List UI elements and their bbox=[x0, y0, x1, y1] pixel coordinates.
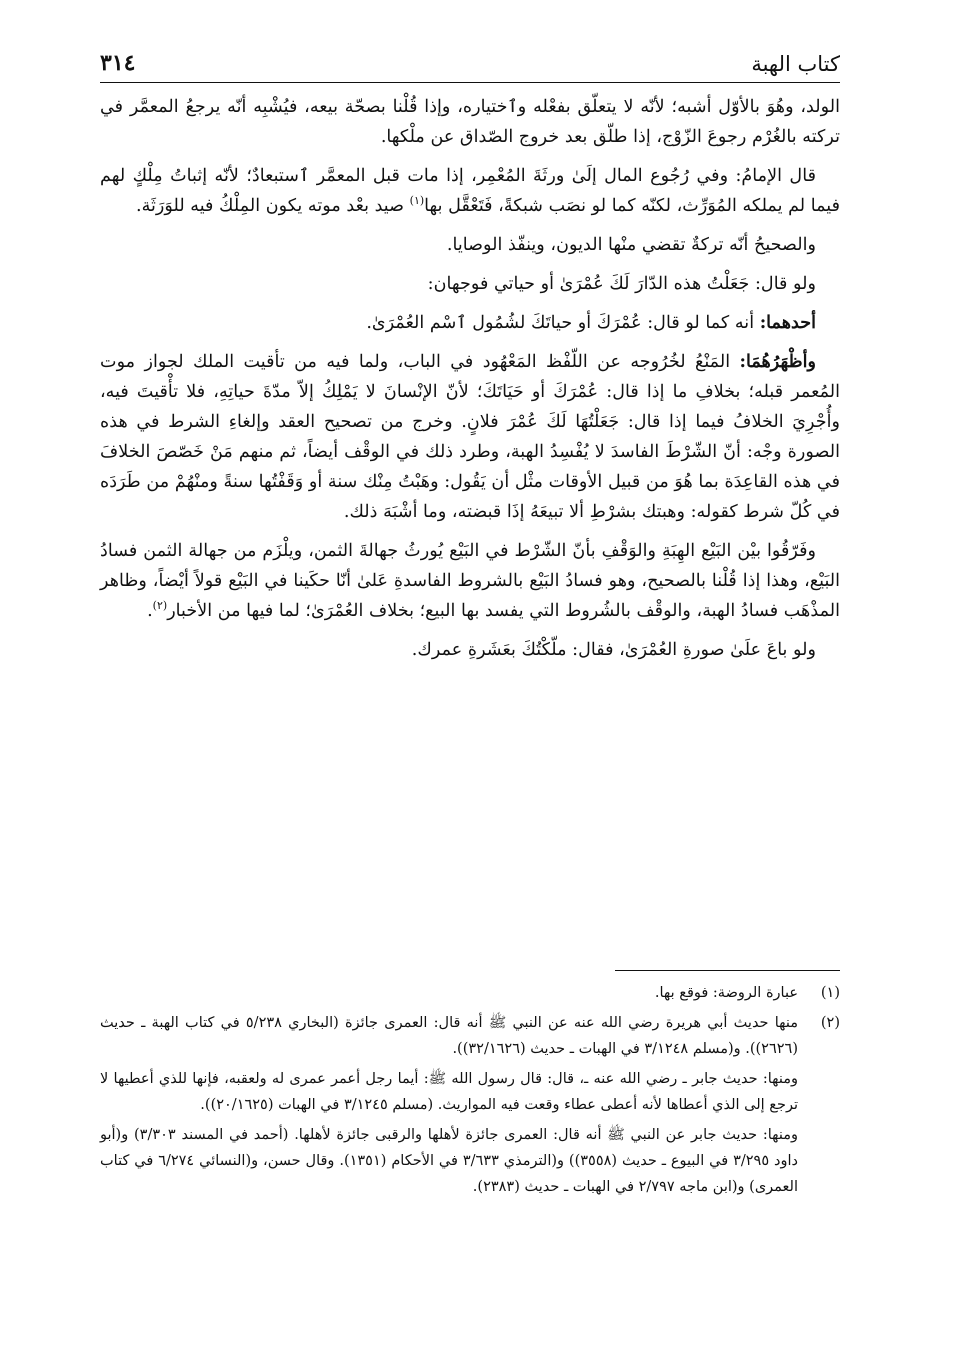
footnote-text: منها حديث أبي هريرة رضي الله عنه عن النبي ﷺ أنه قال: العمرى جائزة (البخاري ٥/٢٣٨ في كتاب الهبة ـ حديث (٢٦٢٦)). و(مسلم ٣/١٢٤٨ في الهبات ـ حديث (٣٢/١٦٢٦)). bbox=[100, 1015, 798, 1057]
paragraph: وأظْهَرُهُمَا: المَنْعُ لخُرُوجه عن اللّفْظ المَعْهُود في الباب، ولما فيه من تأقيت الملك لجواز موت المُعمر قبله؛ بخلافِ ما إذا قال: عُمْرَكَ أو حَيَاتَكَ؛ لأنّ الإنْسانَ لا يَمْلِكُ إلاّ مدّةَ حياتِهِ، فلا تأْقيتَ فيه، وأُجْرِيَ الخلافُ فيما إذا قال: جَعَلْتُهَا لَكَ عُمْرَ فلانٍ. وخرج من تصحيح العقد وإلغاءِ الشرط في هذه الصورة وجْه: أنّ الشّرْطَ الفاسدَ لا يُفْسِدُ الهبة، وطرد ذلك في الوقْف أيضاً، ثم منهم مَنْ خَصّصَ الخلافَ في هذه القاعِدَة بما هُوَ من قبيل الأوقات مثْل أن يَقُول: وهَبْتُ مِنْك سنة أو وَقَفْتُها سنةً ومنْهُمْ من طَرَدَه في كُلّ شرط كقوله: وهبتك بشرْطِ ألا تبيعَهُ إذَا قبضته، وما أشْبَهَ ذلك. bbox=[100, 351, 840, 522]
footnote bbox=[100, 980, 840, 1006]
main-text bbox=[100, 92, 840, 674]
page-header bbox=[100, 40, 840, 76]
footnote-divider bbox=[615, 970, 840, 971]
footnote-text: عبارة الروضة: فوقع بها. bbox=[654, 985, 798, 1001]
footnote-continuation: ومنها: حديث جابر عن النبي ﷺ أنه قال: العمرى جائزة لأهلها والرقبى جائزة لأهلها. (أحمد في المسند ٣/٣٠٣) و(أبو داود ٣/٢٩٥ في البيوع ـ حديث (٣٥٥٨)) و(الترمذي ٣/٦٣٣ في الأحكام (١٣٥١). وقال حسن، و(النسائي ٦/٢٧٤ في كتاب العمرى) و(ابن ماجه ٢/٧٩٧ في الهبات ـ حديث (٢٣٨٣). bbox=[100, 1127, 798, 1195]
footnote bbox=[100, 1010, 840, 1062]
book-page bbox=[100, 40, 840, 1330]
footnote-number: (٢) bbox=[820, 1015, 840, 1031]
footnote-marker: (١) bbox=[409, 194, 425, 208]
running-title: كتاب الهبة bbox=[751, 52, 840, 76]
footnotes bbox=[100, 980, 840, 1204]
paragraph: الولد، وهُوَ بالأوّل أشبه؛ لأنّه لا يتعلّق بفعْله وٱختياره، وإذا قُلْنا بصحّة بيعه، فيُشْبِه أنّه يرجعُ المعمَّر في تركته بالغُرْم رجوعَ الزّوْج، إذا طلّق بعد خروج الصّداق عن ملْكها. bbox=[100, 97, 840, 147]
footnote-continuation: ومنها: حديث جابر ـ رضي الله عنه ـ، قال: قال رسول الله ﷺ: أيما رجل أعمر عمرى له ولعقبه، فإنها للذي أعطيها لا ترجع إلى الذي أعطاها لأنه أعطى عطاء وقعت فيه المواريث. (مسلم ٣/١٢٤٥ في الهبات (٢٠/١٦٢٥)). bbox=[100, 1071, 798, 1113]
header-divider bbox=[100, 82, 840, 83]
term-heading: وأظْهَرُهُمَا: bbox=[739, 351, 816, 372]
term-heading: أحدهما: bbox=[759, 312, 816, 333]
paragraph: قال الإمامُ: وفي رُجُوع المال إلَىٰ ورثَةَ المُعْمِر، إذا مات قبل المعمَّر ٱستبعادٌ؛ لأنّه إثباتُ مِلْكٍ لهم فيما لم يملكه المُوَرِّث، لكنّه كما لو نصَب شبكةً، فَتَعْقَّل بها$^{(١)}$ صيد بعْد موته يكون المِلْكُ فيه للوَرَثَة. bbox=[100, 166, 840, 216]
footnote-number: (١) bbox=[820, 985, 840, 1001]
page-number: ٣١٤ bbox=[100, 50, 136, 76]
footnote-marker: (٢) bbox=[152, 599, 168, 613]
paragraph: أحدهما: أنه كما لو قال: عُمْرَكَ أو حياتَكَ لشُمُول ٱسْم العُمْرَىٰ. bbox=[366, 312, 816, 333]
paragraph: والصحيحُ أنّه تركةٌ تقضي منْها الديون، وينفّذ الوصايا. bbox=[446, 235, 816, 255]
paragraph: ولو قال: جَعَلْتُ هذه الدّارَ لَكَ عُمْرَىٰ أو حياتي فوجهان: bbox=[427, 274, 816, 294]
paragraph: وفَرّقُوا بيْن البَيْع الهِبَةِ والوَقْفِ بأنّ الشّرْط في البَيْع يُورثُ جهالةَ الثمن، ويلْزَم من جهالة الثمن فسادُ البَيْع، وهذا إذا قُلْنا بالصحيح، وهو فسادُ البَيْع بالشروط الفاسدةِ عَلىٰ أنّا حكَينا في البَيْع قولاً أيْضاً، وظاهر المذْهَب فسادُ الهبة، والوقْف بالشُروط التي يفسد بها البيع؛ بخلاف العُمْرَىٰ؛ لما فيها من الأخبار$^{(٢)}$. bbox=[100, 541, 840, 621]
paragraph: ولو باعَ علَىٰ صورةِ العُمْرَىٰ، فقال: ملّكْتُكَ بعَشَرةِ عمرك. bbox=[411, 640, 816, 660]
